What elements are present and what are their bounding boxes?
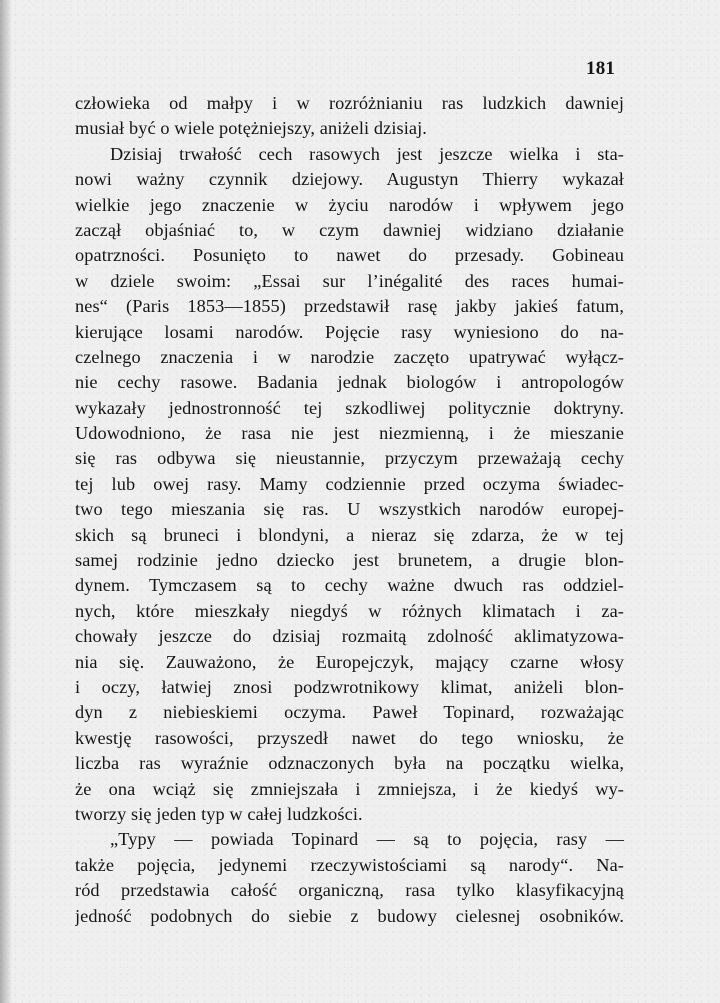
text-line-10: kierujące losami narodów. Pojęcie rasy wyniesiono do na- (75, 321, 624, 342)
text-line-27: liczba ras wyraźnie odznaczonych była na początku wielka, (75, 753, 624, 774)
text-line-13: wykazały jednostronność tej szkodliwej politycznie doktryny. (75, 397, 624, 418)
text-line-8: w dziele swoim: „Essai sur l’inégalité des races humai- (75, 270, 624, 291)
text-line-17: two tego mieszania się ras. U wszystkich narodów europej- (75, 499, 624, 520)
binding-shadow (0, 0, 12, 1003)
text-line-11: czelnego znaczenia i w narodzie zaczęto upatrywać wyłącz- (75, 346, 624, 367)
text-line-9: nes“ (Paris 1853—1855) przedstawił rasę jakby jakieś fatum, (75, 296, 624, 317)
text-line-5: wielkie jego znaczenie w życiu narodów i wpływem jego (75, 194, 624, 215)
text-line-3: Dzisiaj trwałość cech rasowych jest jeszcze wielka i sta- (110, 143, 624, 164)
text-line-28: że ona wciąż się zmniejszała i zmniejsza, i że kiedyś wy- (75, 778, 624, 799)
text-line-2: musiał być o wiele potężniejszy, aniżeli dzisiaj. (75, 118, 427, 139)
text-line-19: samej rodzinie jedno dziecko jest brunetem, a drugie blon- (75, 550, 624, 571)
text-line-33: jedność podobnych do siebie z budowy cielesnej osobników. (75, 905, 624, 926)
text-line-31: także pojęcia, jedynemi rzeczywistościami są narody“. Na- (75, 854, 624, 875)
text-line-23: nia się. Zauważono, że Europejczyk, mający czarne włosy (75, 651, 624, 672)
text-line-32: ród przedstawia całość organiczną, rasa tylko klasyfikacyjną (75, 880, 624, 901)
text-line-22: chowały jeszcze do dzisiaj rozmaitą zdolność aklimatyzowa- (75, 626, 624, 647)
text-line-14: Udowodniono, że rasa nie jest niezmienną, i że mieszanie (75, 423, 624, 444)
text-line-18: skich są bruneci i blondyni, a nieraz się zdarza, że w tej (75, 524, 624, 545)
text-line-15: się ras odbywa się nieustannie, przyczym przeważają cechy (75, 448, 624, 469)
text-line-20: dynem. Tymczasem są to cechy ważne dwuch ras oddziel- (75, 575, 624, 596)
text-line-6: zaczął objaśniać to, w czym dawniej widziano działanie (75, 219, 624, 240)
text-line-4: nowi ważny czynnik dziejowy. Augustyn Thierry wykazał (75, 169, 624, 190)
text-line-12: nie cechy rasowe. Badania jednak biologów i antropologów (75, 372, 624, 393)
text-line-24: i oczy, łatwiej znosi podzwrotnikowy klimat, aniżeli blon- (75, 676, 624, 697)
text-line-25: dyn z niebieskiemi oczyma. Paweł Topinard, rozważając (75, 702, 624, 723)
text-line-1: człowieka od małpy i w rozróżnianiu ras ludzkich dawniej (75, 93, 624, 113)
text-line-26: kwestję rasowości, przyszedł nawet do tego wniosku, że (75, 727, 624, 748)
text-line-16: tej lub owej rasy. Mamy codziennie przed oczyma świadec- (75, 473, 624, 494)
text-line-7: opatrzności. Posunięto to nawet do przesady. Gobineau (75, 245, 624, 266)
text-line-30: „Typy — powiada Topinard — są to pojęcia, rasy — (110, 829, 624, 850)
page-number: 181 (586, 58, 616, 79)
body-text (75, 91, 624, 929)
text-line-21: nych, które mieszkały niegdyś w różnych klimatach i za- (75, 600, 624, 621)
text-line-29: tworzy się jeden typ w całej ludzkości. (75, 803, 363, 824)
